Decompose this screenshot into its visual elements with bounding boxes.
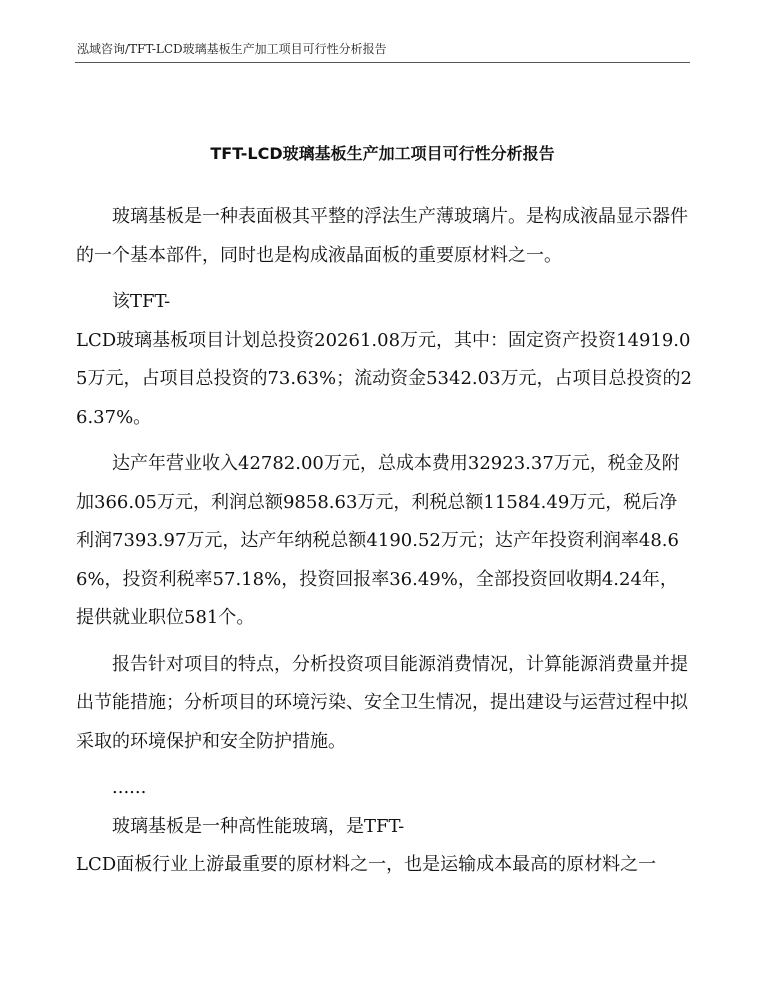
paragraph-glass: LCD面板行业上游最重要的原材料之一，也是运输成本最高的原材料之一 — [76, 854, 657, 875]
paragraph-glass-lead: 玻璃基板是一种高性能玻璃，是TFT- — [112, 815, 405, 837]
paragraph-investment: LCD玻璃基板项目计划总投资20261.08万元，其中：固定资产投资14919.05万元，占项目总投资的73.63%；流动资金5342.03万元，占项目总投资的26.37%。 — [76, 329, 692, 428]
paragraph-investment-lead: 该TFT- — [112, 291, 171, 312]
document-body — [76, 198, 692, 885]
paragraph-ellipsis: ...... — [112, 777, 147, 798]
document-title: TFT-LCD玻璃基板生产加工项目可行性分析报告 — [210, 144, 555, 163]
running-header: 泓域咨询/TFT-LCD玻璃基板生产加工项目可行性分析报告 — [77, 42, 387, 56]
paragraph-intro: 玻璃基板是一种表面极其平整的浮法生产薄玻璃片。是构成液晶显示器件的一个基本部件，同时也是构成液晶面板的重要原材料之一。 — [76, 206, 688, 266]
header-divider — [75, 62, 690, 63]
paragraph-revenue: 达产年营业收入42782.00万元，总成本费用32923.37万元，税金及附加366.05万元，利润总额9858.63万元，利税总额11584.49万元，税后净利润7393.97万元，达产年纳税总额4190.52万元；达产年投资利润率48.66%，投资利税率57.18%，投资回报率36.49%，全部投资回收期4.24年，提供就业职位581个。 — [76, 453, 680, 628]
paragraph-report-scope: 报告针对项目的特点，分析投资项目能源消费情况，计算能源消费量并提出节能措施；分析项目的环境污染、安全卫生情况，提出建设与运营过程中拟采取的环境保护和安全防护措施。 — [76, 653, 688, 752]
